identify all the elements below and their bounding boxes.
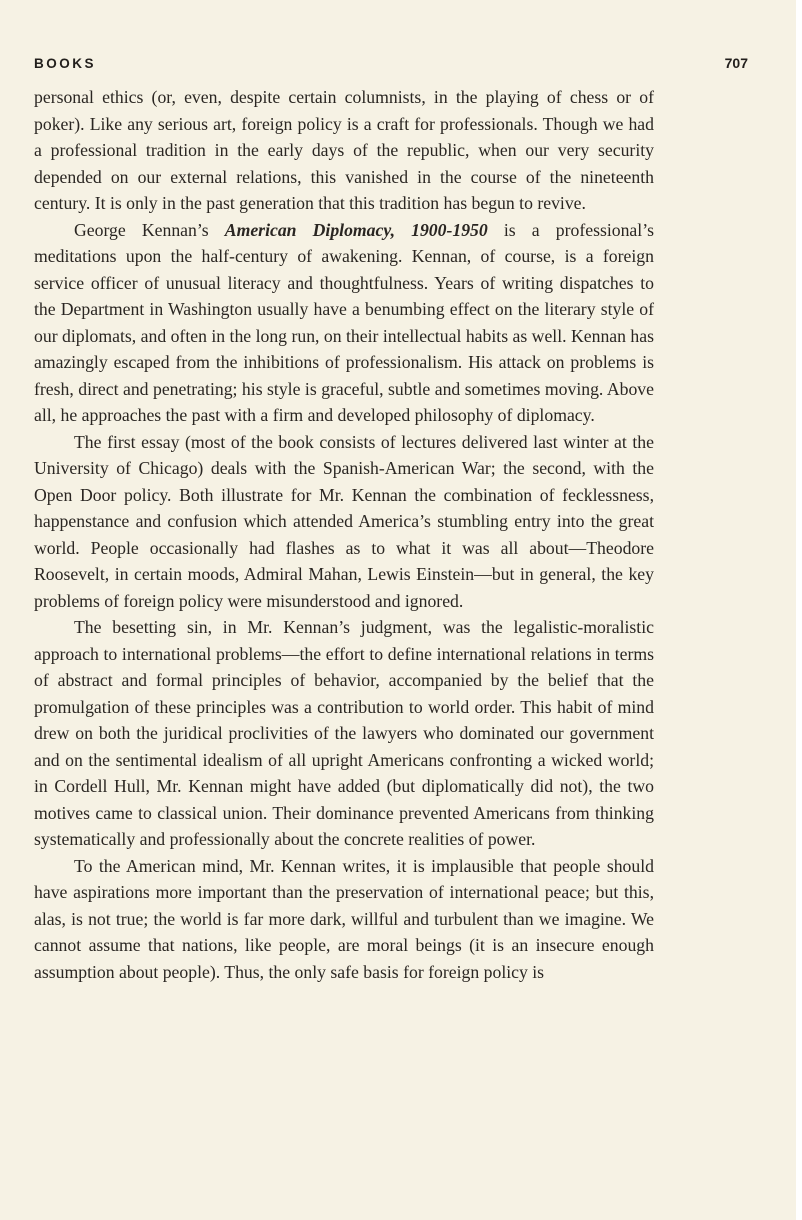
paragraph xyxy=(34,217,654,429)
paragraph xyxy=(34,614,654,853)
paragraph-text: George Kennan’s xyxy=(74,219,225,240)
paragraph-text: To the American mind, Mr. Kennan writes, it is implausible that people should have aspirations more important than the preservation of international peace; but this, alas, is not true; the world is far more dark, willful and turbulent than we imagine. We cannot assume that nations, like people, are moral beings (it is an insecure enough assumption about people). Thus, the only safe basis for foreign policy is xyxy=(34,855,654,982)
page-number: 707 xyxy=(724,55,748,71)
paragraph-text: The first essay (most of the book consists of lectures delivered last winter at the University of Chicago) deals with the Spanish-American War; the second, with the Open Door policy. Both illustrate for Mr. Kennan the combination of fecklessness, happenstance and confusion which attended America’s stumbling entry into the great world. People occasionally had flashes as to what it was all about—Theodore Roosevelt, in certain moods, Admiral Mahan, Lewis Einstein—but in general, the key problems of foreign policy were misunderstood and ignored. xyxy=(34,431,654,611)
page-edge xyxy=(796,0,802,1220)
paragraph xyxy=(34,853,654,986)
body-text xyxy=(34,84,654,985)
paragraph xyxy=(34,84,654,217)
paragraph-text: is a professional’s meditations upon the half-century of awakening. Kennan, of course, is a foreign service officer of unusual literacy and thoughtfulness. Years of writing dispatches to the Department in Washington usually have a benumbing effect on the literary style of our diplomats, and often in the long run, on their intellectual habits as well. Kennan has amazingly escaped from the inhibitions of professionalism. His attack on problems is fresh, direct and penetrating; his style is graceful, subtle and sometimes moving. Above all, he approaches the past with a firm and developed philosophy of diplomacy. xyxy=(34,219,654,425)
section-label: BOOKS xyxy=(34,56,97,71)
paragraph xyxy=(34,429,654,615)
running-head xyxy=(34,0,748,84)
paragraph-text: personal ethics (or, even, despite certain columnists, in the playing of chess or of poker). Like any serious art, foreign policy is a craft for professionals. Though we had a professional tradition in the early days of the republic, when our very security depended on our external relations, this vanished in the course of the nineteenth century. It is only in the past generation that this tradition has begun to revive. xyxy=(34,87,654,213)
paragraph-text: The besetting sin, in Mr. Kennan’s judgment, was the legalistic-moralistic approach to international problems—the effort to define international relations in terms of abstract and formal principles of behavior, accompanied by the belief that the promulgation of these principles was a contribution to world order. This habit of mind drew on both the juridical proclivities of the lawyers who dominated our government and on the sentimental idealism of all upright Americans confronting a wicked world; in Cordell Hull, Mr. Kennan might have added (but diplomatically did not), the two motives came to classical union. Their dominance prevented Americans from thinking systematically and professionally about the concrete realities of power. xyxy=(34,617,654,849)
book-title: American Diplomacy, 1900-1950 xyxy=(224,219,488,240)
